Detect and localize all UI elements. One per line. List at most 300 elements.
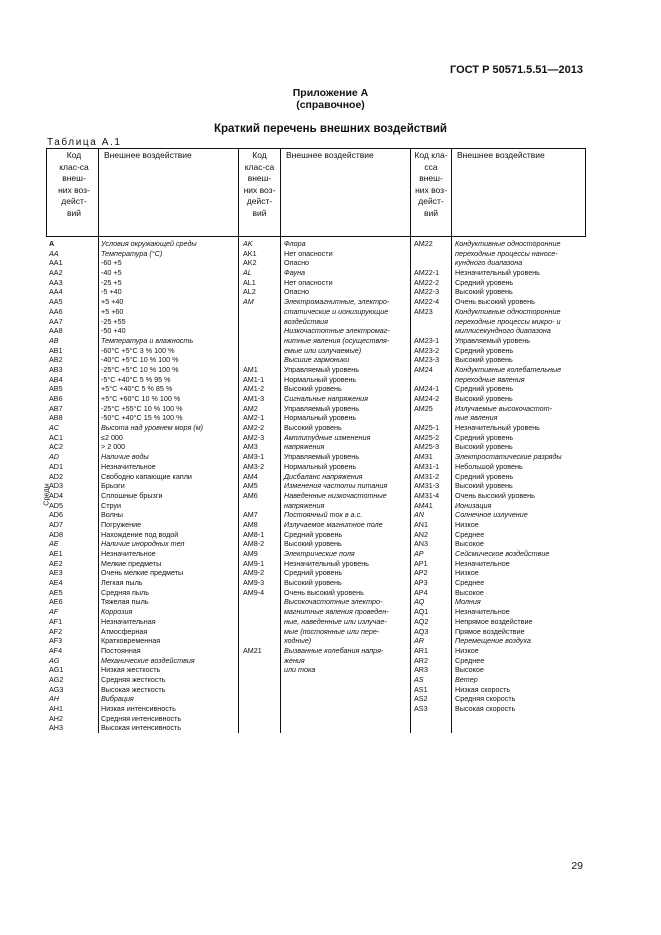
influence-text: Амплитудные изменения (284, 432, 371, 442)
influence-text: Средний уровень (455, 432, 514, 442)
influence-text: Низкое (455, 519, 479, 529)
influence-text: Вызванные колебания напря- (284, 645, 384, 655)
influence-text: +5°C +40°C 5 % 85 % (101, 384, 173, 394)
influence-text: Высокая интенсивность (101, 723, 182, 733)
influence-text: Очень высокий уровень (455, 297, 535, 307)
influence-text: Низкое (455, 568, 479, 578)
influence-text: Дисбаланс напряжения (284, 471, 363, 481)
influence-code: AM21 (243, 645, 262, 655)
influence-code: AP3 (414, 578, 428, 588)
influence-code: AS1 (414, 684, 428, 694)
influence-text: ные явления (455, 413, 498, 423)
influence-text: Мелкие предметы (101, 558, 162, 568)
influence-code: AA6 (49, 306, 63, 316)
influence-code (243, 607, 264, 617)
influence-text: Молния (455, 597, 481, 607)
influence-text: Очень мелкие предметы (101, 568, 184, 578)
influence-text: Высокое (455, 587, 484, 597)
influence-text: Нет опасности (284, 248, 333, 258)
influence-text: или тока (284, 665, 316, 675)
influence-text: Средний уровень (455, 471, 514, 481)
influence-text: Флора (284, 239, 306, 248)
influence-text: Высокая скорость (455, 704, 516, 713)
influence-code: AM1 (243, 364, 258, 374)
influence-text: Наведенные низкочастотные (284, 490, 387, 500)
influence-code: AP (414, 549, 424, 558)
influence-code: AA4 (49, 287, 63, 297)
influence-text: Незначительное (101, 461, 156, 471)
influence-text: Среднее (455, 529, 485, 539)
influence-text: Ионизация (455, 500, 492, 510)
influence-text: емые или излучаемые) (284, 345, 362, 355)
influence-text: миллисекундного диапазона (455, 326, 551, 336)
influence-text: Высокий уровень (284, 539, 342, 549)
influence-code: AM22-1 (414, 268, 440, 278)
influence-code: AF3 (49, 636, 63, 646)
influence-text: > 2 000 (101, 442, 126, 452)
influence-code: AF (49, 607, 59, 617)
influence-code (243, 597, 264, 607)
influence-code: AM5 (243, 481, 258, 491)
influence-code: AF4 (49, 645, 63, 655)
influence-code: AQ3 (414, 626, 429, 636)
influence-text: Высшие гармоники (284, 355, 350, 365)
col-divider (238, 148, 239, 733)
influence-text: Погружение (101, 519, 142, 529)
influence-code: AD2 (49, 471, 63, 481)
influence-text: ходные) (284, 636, 312, 646)
influence-code: AM9-3 (243, 578, 265, 588)
influence-code: AM22-4 (414, 297, 440, 307)
influence-code: AE (49, 539, 59, 549)
influence-text: Среднее (455, 578, 485, 588)
influence-code: AH1 (49, 704, 63, 713)
influence-code: AQ1 (414, 607, 429, 617)
influence-text: Высокий уровень (284, 423, 342, 433)
influence-code (243, 317, 264, 327)
influence-code: AM9-4 (243, 587, 265, 597)
influence-text: Незначительная (101, 616, 156, 626)
influence-text: Атмосферная (101, 626, 148, 636)
influence-code: AF1 (49, 616, 63, 626)
influence-text: -25°C +55°C 10 % 100 % (101, 403, 183, 413)
influence-text: Средняя скорость (455, 694, 516, 704)
influence-code: AM23 (414, 306, 433, 316)
influence-code: AM25-1 (414, 423, 440, 433)
influence-code: AR3 (414, 665, 428, 675)
influence-text: Управляемый уровень (284, 364, 359, 374)
influence-code: AA7 (49, 316, 63, 326)
influence-code: AL2 (243, 287, 256, 297)
standard-header: ГОСТ Р 50571.5.51—2013 (449, 64, 583, 76)
influence-text: Нет опасности (284, 277, 333, 287)
influence-text: Высота над уровнем моря (м) (101, 423, 204, 433)
influence-text: Незначительный уровень (455, 268, 540, 278)
influence-code (243, 307, 264, 317)
influence-text: Сигнальные напряжения (284, 394, 368, 403)
influence-code: AM31 (414, 452, 433, 462)
influence-text: Очень высокий уровень (284, 587, 364, 597)
group-label: Среды (41, 483, 51, 506)
influence-text: Высокий уровень (284, 384, 342, 394)
influence-code: AA3 (49, 277, 63, 287)
col3-codes (414, 239, 439, 714)
influence-text: Управляемый уровень (284, 403, 359, 413)
influence-text: Средний уровень (284, 568, 343, 578)
influence-code (414, 249, 439, 259)
influence-text: Средняя интенсивность (101, 713, 182, 723)
influence-code: AG3 (49, 684, 64, 694)
influence-text: Небольшой уровень (455, 461, 523, 471)
influence-code: AB3 (49, 364, 63, 374)
influence-code: AA5 (49, 297, 63, 307)
influence-text: Нормальный уровень (284, 461, 357, 471)
influence-text: Высокий уровень (455, 481, 513, 491)
influence-text: воздействия (284, 316, 328, 326)
influence-text: -60 +5 (101, 258, 122, 268)
influence-code: AB (49, 335, 59, 345)
influence-text: переходные процессы микро- и (455, 316, 561, 326)
influence-code: AQ2 (414, 616, 429, 626)
col-divider (280, 148, 281, 733)
influence-code: AL1 (243, 277, 256, 287)
influence-text: статические и ионизирующие (284, 306, 389, 316)
header-code-3: Код кла-сса внеш-них воз-дейст-вий (414, 150, 448, 218)
appendix-title: Приложение А (292, 87, 369, 99)
influence-code: AM23-3 (414, 355, 440, 365)
influence-text: Высокий уровень (455, 442, 513, 452)
influence-text: Волны (101, 510, 123, 520)
influence-text: Температура (°C) (101, 248, 163, 258)
influence-text: -50°C +40°C 15 % 100 % (101, 413, 183, 423)
right-border (585, 148, 586, 236)
left-border (46, 148, 47, 236)
influence-code: AM2-2 (243, 423, 265, 433)
influence-text: Тяжелая пыль (101, 597, 149, 607)
influence-code: AB1 (49, 345, 63, 355)
influence-code: AA (49, 248, 59, 258)
col2-codes (243, 239, 264, 656)
influence-text: Коррозия (101, 607, 133, 617)
influence-text: Сплошные брызги (101, 490, 163, 500)
influence-text: Высокая жесткость (101, 684, 166, 694)
influence-code: AM (243, 297, 254, 307)
influence-text: Высокий уровень (284, 578, 342, 588)
influence-text: Вибрация (101, 694, 134, 704)
section-title: Краткий перечень внешних воздействий (213, 123, 448, 135)
influence-code: AN2 (414, 529, 428, 539)
influence-code (243, 336, 264, 346)
influence-text: Условия окружающей среды (101, 239, 197, 248)
header-code-1: Код клас-са внеш-них воз-дейст-вий (58, 150, 90, 218)
influence-text: Опасно (284, 287, 310, 297)
influence-code: AK (243, 239, 253, 248)
influence-text: Высокое (455, 539, 484, 549)
influence-text: Сейсмическое воздействие (455, 549, 550, 558)
influence-code: AC (49, 423, 59, 433)
influence-text: Струи (101, 500, 122, 510)
influence-code: AM1-3 (243, 394, 265, 403)
influence-code: AN3 (414, 539, 428, 549)
influence-code: AM24-2 (414, 394, 440, 403)
influence-text: Перемещение воздуха (455, 636, 531, 646)
influence-code: AB7 (49, 403, 63, 413)
influence-text: Наличие инородных тел (101, 539, 185, 549)
influence-text: Постоянный ток в а.с. (284, 510, 363, 520)
influence-text: Излучаемое магнитное поле (284, 519, 383, 529)
influence-text: переходные процессы наносе- (455, 248, 558, 258)
influence-code (243, 627, 264, 637)
header-bottom-border (46, 236, 586, 237)
influence-code: AR (414, 636, 424, 646)
influence-text: Кондуктивные односторонние (455, 239, 561, 248)
influence-text: Незначительное (455, 558, 510, 568)
influence-text: Высокочастотные электро- (284, 597, 383, 607)
influence-text: Средняя пыль (101, 587, 149, 597)
influence-code: AM23-2 (414, 345, 440, 355)
influence-text: -25 +55 (101, 316, 126, 326)
influence-code: AM22-3 (414, 287, 440, 297)
influence-text: Электростатические разряды (455, 452, 562, 462)
influence-text: жения (284, 655, 305, 665)
influence-code (414, 326, 439, 336)
col-divider (98, 148, 99, 733)
influence-text: Кратковременная (101, 636, 161, 646)
influence-text: Низкая жесткость (101, 665, 161, 675)
influence-code: AK1 (243, 248, 257, 258)
influence-code: AM25 (414, 403, 433, 413)
influence-code (243, 326, 264, 336)
influence-code: AN (414, 510, 424, 520)
influence-code (243, 617, 264, 627)
influence-code: AB6 (49, 394, 63, 403)
influence-text: Электрические поля (284, 549, 355, 558)
influence-code: AD1 (49, 461, 63, 471)
influence-code (243, 355, 264, 365)
influence-code: AP1 (414, 558, 428, 568)
influence-text: Температура и влажность (101, 335, 194, 345)
page-number: 29 (571, 860, 583, 872)
influence-text: Фауна (284, 268, 306, 278)
influence-code: AD6 (49, 510, 63, 520)
influence-code: AD5 (49, 500, 63, 510)
influence-code: AE1 (49, 549, 63, 558)
influence-code: AM22 (414, 239, 433, 248)
influence-code: AG (49, 655, 60, 665)
influence-code: AM7 (243, 510, 258, 520)
header-influence-3: Внешнее воздействие (457, 150, 545, 160)
col1-texts (101, 239, 203, 733)
influence-code: AA2 (49, 268, 63, 278)
influence-code: AR2 (414, 655, 428, 665)
influence-code: AE4 (49, 578, 63, 588)
influence-text: Непрямое воздействие (455, 616, 533, 626)
influence-code: AF2 (49, 626, 63, 636)
influence-code: AE6 (49, 597, 63, 607)
influence-code: AL (243, 268, 252, 278)
influence-code (243, 636, 264, 646)
influence-text: Очень высокий уровень (455, 490, 535, 500)
influence-text: Нормальный уровень (284, 374, 357, 384)
influence-code (414, 413, 439, 423)
influence-code: AM24-1 (414, 384, 440, 394)
influence-code: AE5 (49, 587, 63, 597)
influence-text: Высокий уровень (455, 394, 513, 403)
influence-code (414, 258, 439, 268)
influence-text: Управляемый уровень (284, 452, 359, 462)
header-code-2: Код клас-са внеш-них воз-дейст-вий (243, 150, 276, 218)
influence-code: AE2 (49, 558, 63, 568)
influence-code: AM2-1 (243, 413, 265, 423)
influence-code: AB4 (49, 374, 63, 384)
influence-text: Опасно (284, 258, 310, 268)
influence-code: AE3 (49, 568, 63, 578)
influence-code: AK2 (243, 258, 257, 268)
influence-code: AR1 (414, 645, 428, 655)
influence-code: A (49, 239, 55, 248)
influence-code: AN1 (414, 519, 428, 529)
influence-text: Низкая скорость (455, 684, 511, 694)
influence-code (243, 346, 264, 356)
influence-code: AS3 (414, 704, 428, 713)
influence-text: Незначительное (101, 549, 156, 558)
influence-text: Нормальный уровень (284, 413, 357, 423)
influence-text: ные, наведенные или излучае- (284, 616, 387, 626)
influence-text: напряжения (284, 500, 325, 510)
influence-code: AM1-1 (243, 374, 265, 384)
influence-code: AD (49, 452, 59, 462)
influence-text: -40 +5 (101, 268, 122, 278)
influence-text: Средний уровень (455, 345, 514, 355)
influence-text: Кондуктивные колебательные (455, 364, 562, 374)
influence-code: AM2 (243, 403, 258, 413)
influence-code: AM41 (414, 500, 433, 510)
influence-code: AS (414, 674, 424, 684)
influence-code: AM31-2 (414, 471, 440, 481)
influence-code: AG2 (49, 674, 64, 684)
influence-code: AP2 (414, 568, 428, 578)
influence-text: Излучаемые высокочастот- (455, 403, 553, 413)
influence-code: AB5 (49, 384, 63, 394)
influence-code: AM31-4 (414, 490, 440, 500)
influence-text: Высокий уровень (455, 355, 513, 365)
col-divider (451, 148, 452, 733)
influence-code: AM8-2 (243, 539, 265, 549)
influence-text: Постоянная (101, 645, 141, 655)
influence-code: AM8 (243, 519, 258, 529)
influence-text: Легкая пыль (101, 578, 143, 588)
influence-text: Средний уровень (455, 277, 514, 287)
influence-text: Высокий уровень (455, 287, 513, 297)
influence-text: +5 +60 (101, 306, 124, 316)
influence-text: Низкочастотные электромаг- (284, 326, 390, 336)
influence-text: Среднее (455, 655, 485, 665)
influence-text: +5°C +60°C 10 % 100 % (101, 394, 181, 403)
header-influence-1: Внешнее воздействие (104, 150, 192, 160)
influence-text: -25 +5 (101, 277, 122, 287)
appendix-title-block (0, 87, 661, 111)
influence-code: AM9 (243, 549, 258, 558)
influence-code: AM22-2 (414, 277, 440, 287)
influence-text: Средний уровень (284, 529, 343, 539)
influence-code: AD8 (49, 529, 63, 539)
influence-code: AM2-3 (243, 432, 265, 442)
influence-code: AM23-1 (414, 335, 440, 345)
influence-text: ≤2 000 (101, 432, 123, 442)
influence-text: Кондуктивные односторонние (455, 306, 561, 316)
influence-code: AM8-1 (243, 529, 265, 539)
col-divider (410, 148, 411, 733)
influence-text: -40°C +5°C 10 % 100 % (101, 355, 179, 365)
influence-text: переходные явления (455, 374, 525, 384)
influence-text: -50 +40 (101, 326, 126, 336)
influence-text: Электромагнитные, электро- (284, 297, 390, 307)
influence-code: AH (49, 694, 59, 704)
influence-text: -5°C +40°C 5 % 95 % (101, 374, 171, 384)
col3-texts (455, 239, 562, 714)
influence-text: -5 +40 (101, 287, 122, 297)
influences-table (41, 148, 586, 733)
influence-text: Механические воздействия (101, 655, 195, 665)
influence-text: кундного диапазона (455, 258, 523, 268)
influence-code: AM9-1 (243, 558, 265, 568)
influence-text: Низкое (455, 645, 479, 655)
influence-code: AH2 (49, 713, 63, 723)
influence-code: AM3 (243, 442, 258, 452)
influence-code: AM9-2 (243, 568, 265, 578)
influence-code: AP4 (414, 587, 428, 597)
col2-texts (284, 239, 390, 675)
influence-text: Средний уровень (455, 384, 514, 394)
influence-text: нитные явления (осуществля- (284, 335, 390, 345)
influence-text: Солнечное излучение (455, 510, 528, 520)
influence-text: Брызги (101, 481, 125, 491)
influence-text: Ветер (455, 674, 478, 684)
influence-text: Незначительный уровень (455, 423, 540, 433)
influence-code: AM4 (243, 471, 258, 481)
influence-text: напряжения (284, 442, 325, 452)
influence-code: AM31-3 (414, 481, 440, 491)
influence-code: AD4 (49, 490, 63, 500)
influence-code: AH3 (49, 723, 63, 733)
influence-text: Незначительный уровень (284, 558, 369, 568)
influence-text: -25°C +5°C 10 % 100 % (101, 364, 179, 374)
influence-text: Изменения частоты питания (284, 481, 388, 491)
influence-code: AM3-2 (243, 461, 265, 471)
influence-text: Нахождение под водой (101, 529, 179, 539)
influence-code: AM3-1 (243, 452, 265, 462)
influence-text: Управляемый уровень (455, 335, 530, 345)
influence-code (414, 375, 439, 385)
appendix-subtitle: (справочное) (296, 99, 365, 111)
influence-text: Прямое воздействие (455, 626, 525, 636)
influence-text: Наличие воды (101, 452, 149, 462)
influence-text: +5 +40 (101, 297, 124, 307)
influence-code: AB8 (49, 413, 63, 423)
influence-code: AS2 (414, 694, 428, 704)
influence-code: AM24 (414, 364, 433, 374)
influence-text: Незначительное (455, 607, 510, 617)
influence-code: AC1 (49, 432, 63, 442)
influence-code: AM31-1 (414, 461, 440, 471)
influence-code: AM25-3 (414, 442, 440, 452)
influence-text: Низкая интенсивность (101, 704, 176, 713)
influence-code: AM1-2 (243, 384, 265, 394)
influence-code: AA8 (49, 326, 63, 336)
influence-code: AM6 (243, 490, 258, 500)
influence-code: AA1 (49, 258, 63, 268)
influence-code: AB2 (49, 355, 63, 365)
